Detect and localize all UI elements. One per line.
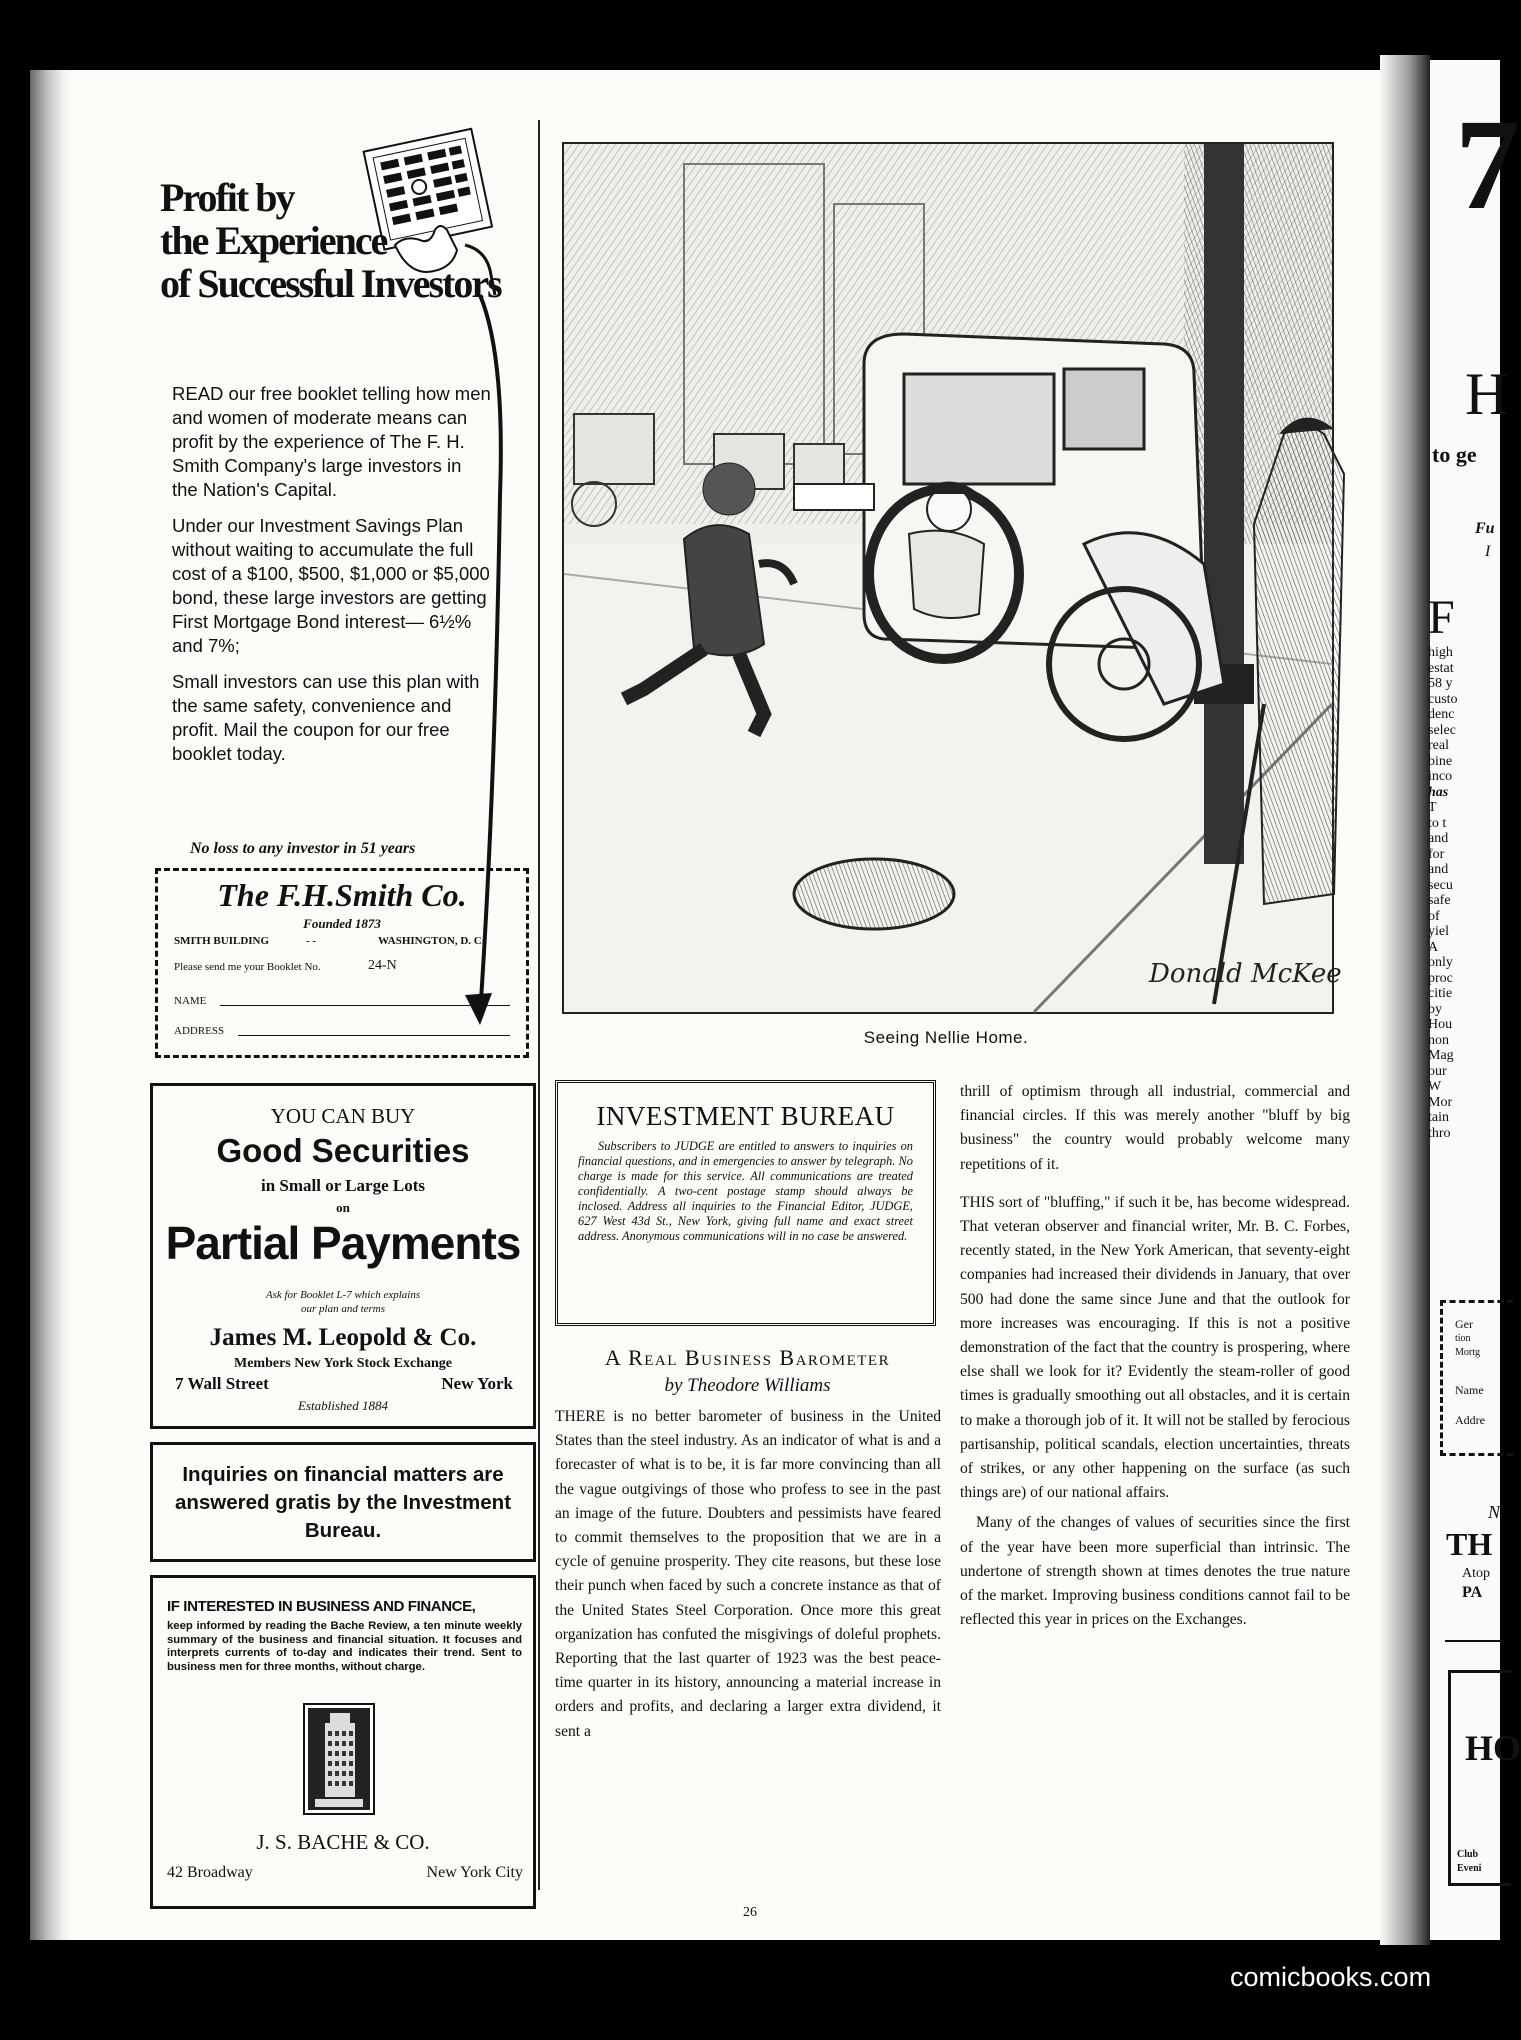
leopold-line4: on bbox=[336, 1200, 350, 1215]
ad-smith-paragraph: Small investors can use this plan with the same safety, convenience and profit. Mail the coupon for our free booklet today. bbox=[172, 671, 480, 764]
leopold-line3: in Small or Large Lots bbox=[260, 1176, 426, 1195]
right-page-fu: Fu bbox=[1475, 520, 1495, 537]
coupon-name-field[interactable] bbox=[220, 1005, 510, 1006]
right-page-ho: HO bbox=[1465, 1728, 1521, 1768]
right-page-i: I bbox=[1485, 543, 1491, 560]
fragment: real bbox=[1428, 738, 1449, 753]
leopold-line5: Partial Payments bbox=[165, 1217, 521, 1269]
fragment: inco bbox=[1428, 769, 1453, 784]
fragment: safe bbox=[1428, 893, 1451, 908]
leopold-line7: our plan and terms bbox=[300, 1303, 386, 1315]
fragment: Mortg bbox=[1455, 1347, 1480, 1358]
coupon-name-label: NAME bbox=[174, 995, 207, 1007]
page-gutter bbox=[1380, 55, 1430, 1945]
right-page-coupon bbox=[1440, 1300, 1513, 1456]
fragment: our bbox=[1428, 1063, 1447, 1079]
right-page-atop: Atop bbox=[1462, 1566, 1490, 1581]
article-byline: by Theodore Williams bbox=[664, 1375, 831, 1396]
right-page-n: N bbox=[1488, 1502, 1501, 1522]
coupon-dash: - - bbox=[306, 935, 317, 947]
fragment: thro bbox=[1428, 1125, 1451, 1141]
coupon-building: SMITH BUILDING bbox=[174, 935, 270, 947]
bache-company: J. S. BACHE & CO. bbox=[256, 1830, 430, 1854]
leopold-city: New York bbox=[441, 1374, 513, 1393]
right-page-f: F bbox=[1428, 591, 1455, 644]
fragment: by bbox=[1428, 1001, 1442, 1017]
fragment: selec bbox=[1428, 722, 1456, 738]
fragment: 58 y bbox=[1428, 676, 1453, 691]
coupon-founded: Founded 1873 bbox=[303, 916, 381, 931]
headline-line: the Experience bbox=[160, 218, 387, 263]
inquiries-text: Inquiries on financial matters are answered gratis by the Investment Bureau. bbox=[174, 1463, 512, 1542]
article-column-1 bbox=[555, 1405, 941, 1895]
leopold-line1: YOU CAN BUY bbox=[270, 1104, 416, 1128]
illustration-caption: Seeing Nellie Home. bbox=[863, 1028, 1029, 1047]
right-page-th: TH bbox=[1446, 1526, 1493, 1562]
article-paragraph: thrill of optimism through all industrial, commercial and financial circles. If this was merely another "bluff by big business" the country would probably welcome many repetitions of it. bbox=[960, 1083, 1350, 1173]
right-page-h: H bbox=[1465, 361, 1509, 427]
ad-smith-body bbox=[172, 382, 492, 778]
bache-address: 42 Broadway bbox=[167, 1864, 253, 1881]
investment-bureau-text: Subscribers to JUDGE are entitled to answers to inquiries on financial questions, and in emergencies to answer by telegraph. No charge is made for this service. All communications are treated confidentially. A two-cent postage stamp should always be inclosed. Address all inquiries to the Financial Editor, JUDGE, 627 West 43d St., New York, giving full name and exact street address. Anonymous communications will in no case be answered. bbox=[578, 1139, 913, 1243]
right-page-big-letter: 7 bbox=[1455, 93, 1520, 237]
ad-leopold bbox=[150, 1083, 536, 1429]
fragment: citie bbox=[1428, 986, 1453, 1001]
right-page-ho-box bbox=[1448, 1670, 1521, 1886]
fragment: and bbox=[1428, 862, 1449, 877]
page-number: 26 bbox=[743, 1905, 757, 1920]
coupon-company: The F.H.Smith Co. bbox=[217, 877, 467, 913]
fragment: custo bbox=[1428, 691, 1458, 707]
bache-title: IF INTERESTED IN BUSINESS AND FINANCE, bbox=[167, 1598, 476, 1615]
ad-bache bbox=[150, 1575, 536, 1909]
leopold-member: Members New York Stock Exchange bbox=[233, 1356, 452, 1371]
bache-city: New York City bbox=[426, 1864, 523, 1881]
article-title: A Real Business Barometer bbox=[604, 1345, 891, 1370]
right-page-club: Club bbox=[1457, 1849, 1479, 1860]
leopold-line6: Ask for Booklet L-7 which explains bbox=[265, 1289, 421, 1301]
column-rule bbox=[538, 120, 540, 1890]
right-page-rule bbox=[1445, 1640, 1505, 1642]
fragment: for bbox=[1428, 846, 1445, 862]
right-page-pa: PA bbox=[1462, 1584, 1483, 1601]
article-column-2 bbox=[960, 1080, 1350, 1895]
leopold-street: 7 Wall Street bbox=[175, 1374, 269, 1393]
page-spine-shadow bbox=[30, 70, 70, 1940]
watermark: comicbooks.com bbox=[1230, 1962, 1432, 1992]
investment-bureau-box bbox=[555, 1080, 936, 1326]
coupon-request: Please send me your Booklet No. bbox=[174, 961, 321, 973]
ad-inquiries bbox=[150, 1442, 536, 1562]
fragment: non bbox=[1428, 1032, 1449, 1048]
coupon-address-field[interactable] bbox=[238, 1035, 510, 1036]
fragment: estat bbox=[1428, 660, 1454, 676]
fragment: and bbox=[1428, 831, 1449, 846]
street-scene-drawing bbox=[564, 144, 1342, 1012]
bache-body: keep informed by reading the Bache Review, a ten minute weekly summary of the business and financial situation. It focuses and interprets currents of to-day and indicates their trend. Sent to business men for three months, without charge. bbox=[167, 1620, 522, 1673]
headline-line: Profit by bbox=[160, 175, 294, 220]
smith-coupon bbox=[155, 868, 529, 1058]
artist-signature: Donald McKee bbox=[1149, 959, 1342, 989]
fragment: of bbox=[1428, 908, 1440, 924]
investment-bureau-title: INVESTMENT BUREAU bbox=[596, 1101, 895, 1131]
right-page-text-fragments bbox=[1428, 645, 1498, 1141]
fragment: only bbox=[1428, 955, 1453, 970]
coupon-booklet-no: 24-N bbox=[368, 958, 397, 973]
fragment: Mag bbox=[1428, 1048, 1454, 1063]
fragment: Hou bbox=[1428, 1017, 1453, 1032]
fragment: proc bbox=[1428, 970, 1453, 986]
ad-smith-paragraph: Under our Investment Savings Plan without waiting to accumulate the full cost of a $100, $500, $1,000 or $5,000 bond, these large investors are getting First Mortgage Bond interest— 6½% and 7%; bbox=[172, 515, 490, 656]
cartoon-illustration bbox=[562, 142, 1342, 1014]
coupon-city: WASHINGTON, D. C. bbox=[378, 935, 485, 947]
ad-smith-paragraph: READ our free booklet telling how men and women of moderate means can profit by the experience of The F. H. Smith Company's large investors in the Nation's Capital. bbox=[172, 383, 491, 500]
fragment: tion bbox=[1455, 1333, 1471, 1344]
fragment: Addre bbox=[1455, 1413, 1485, 1427]
fragment: to t bbox=[1428, 815, 1447, 831]
coupon-address-label: ADDRESS bbox=[174, 1025, 225, 1037]
fragment: tain bbox=[1428, 1110, 1449, 1125]
fragment: yiel bbox=[1428, 924, 1449, 939]
headline-line: of Successful Investors bbox=[160, 261, 501, 306]
article-paragraph: THIS sort of "bluffing," if such it be, has become widespread. That veteran observer and financial writer, Mr. B. C. Forbes, recently stated, in the New York American, that seventy-eight companies had increased their dividends in January, that over 500 had done the same since June and that the outlook for more increases was encouraging. If this is not a positive demonstration of the fact that the country is prospering, where else shall we look for it? Evidently the steam-roller of good times is gradually smoothing out all obstacles, and it is certain to make a thorough job of it. It will not be stalled by ferocious partisanship, political scandals, election uncertainties, threats of strikes, or any other happening on the surface (as such things are) of our national affairs. bbox=[960, 1193, 1350, 1502]
fragment: A bbox=[1428, 939, 1439, 955]
ad-smith-tagline: No loss to any investor in 51 years bbox=[190, 840, 416, 857]
fragment: Ger bbox=[1455, 1317, 1473, 1331]
fragment: denc bbox=[1428, 707, 1455, 722]
fragment: has bbox=[1428, 784, 1449, 800]
article-paragraph: Many of the changes of values of securities since the first of the year have been more superficial than intrinsic. The undertone of strength shown at times denotes the true nature of the market. Improving business conditions cannot fail to be reflected this year in prices on the Exchanges. bbox=[960, 1514, 1350, 1629]
fragment: secu bbox=[1428, 877, 1453, 893]
right-page-to-ge: to ge bbox=[1432, 442, 1477, 467]
leopold-established: Established 1884 bbox=[298, 1398, 388, 1413]
right-page-eveni: Eveni bbox=[1457, 1863, 1482, 1874]
ad-smith-headline bbox=[160, 175, 501, 306]
fragment: W bbox=[1428, 1079, 1442, 1094]
fragment: high bbox=[1428, 645, 1453, 660]
leopold-company: James M. Leopold & Co. bbox=[209, 1324, 477, 1351]
fragment: Name bbox=[1455, 1383, 1484, 1397]
article-paragraph: THERE is no better barometer of business in the United States than the steel industry. As an indicator of what is and a forecaster of what is to be, it is far more convincing than all the vague outgivings of those who profess to see in the past an image of the future. Doubters and pessimists have feared to commit themselves to the proposition that we are in a cycle of genuine prosperity. They cite reasons, but these lose their punch when faced by such a concrete instance as that of the United States Steel Corporation. Once more this great organization has confuted the misgivings of doleful prophets. Reporting that the last quarter of 1923 was the best peace-time quarter in its history, announcing a material increase in orders and profits, and declaring a larger extra dividend, it sent a bbox=[555, 1408, 941, 1740]
bache-building-icon bbox=[303, 1703, 375, 1815]
fragment: T bbox=[1428, 800, 1437, 815]
fragment: Mor bbox=[1428, 1094, 1453, 1110]
fragment: bine bbox=[1428, 753, 1453, 769]
leopold-line2: Good Securities bbox=[216, 1132, 470, 1169]
